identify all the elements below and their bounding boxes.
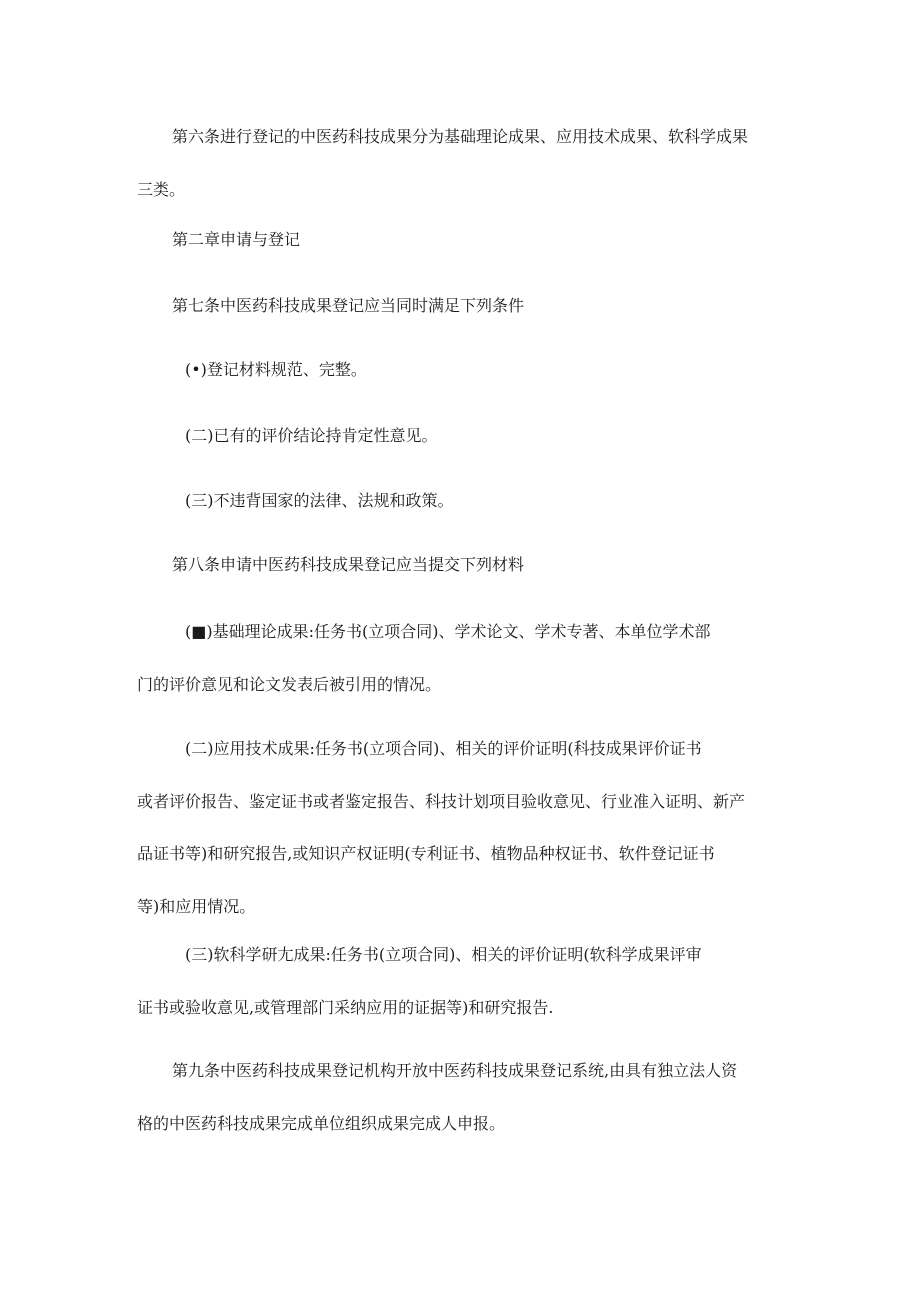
article-8-item-1-line-2: 门的评价意见和论文发表后被引用的情况。: [137, 674, 442, 694]
article-9-line-1: 第九条中医药科技成果登记机构开放中医药科技成果登记系统,由具有独立法人资: [172, 1061, 738, 1080]
chapter-2-title: 第二章申请与登记: [172, 230, 301, 249]
article-7-item-1: [137, 344, 787, 397]
chapter-2-heading: [137, 214, 787, 267]
article-7-item-1-line: (•)登记材料规范、完整。: [185, 360, 367, 379]
article-8-item-3-line-1: (三)软科学研尢成果:任务书(立项合同)、相关的评价证明(软科学成果评审: [185, 945, 702, 964]
article-9-line-2: 格的中医药科技成果完成单位组织成果完成人申报。: [137, 1113, 506, 1133]
article-7-item-2-line: (二)已有的评价结论持肯定性意见。: [185, 426, 438, 445]
article-7: [137, 280, 787, 333]
article-6-line-2: 三类。: [137, 179, 186, 199]
article-8-item-2-line-4: 等)和应用情况。: [137, 896, 256, 916]
article-6-line-1: 第六条进行登记的中医药科技成果分为基础理论成果、应用技术成果、软科学成果: [172, 127, 749, 146]
article-7-line-1: 第七条中医药科技成果登记应当同时满足下列条件: [172, 296, 525, 315]
article-7-item-3: [137, 475, 787, 528]
article-8-item-1: [137, 606, 787, 711]
article-8-item-3-line-2: 证书或验收意见,或管理部门采纳应用的证据等)和研究报告.: [137, 997, 554, 1017]
article-8-item-2-line-3: 品证书等)和研究报告,或知识产权证明(专利证书、植物品种权证书、软件登记证书: [137, 844, 715, 863]
article-6: [137, 111, 787, 216]
article-8-item-2: [137, 723, 787, 933]
article-7-item-2: [137, 410, 787, 463]
article-7-item-3-line: (三)不违背国家的法律、法规和政策。: [185, 491, 454, 510]
article-9: [137, 1045, 787, 1150]
article-8-item-1-line-1: (■)基础理论成果:任务书(立项合同)、学术论文、学术专著、本单位学术部: [185, 622, 711, 641]
article-8-item-2-line-2: 或者评价报告、鉴定证书或者鉴定报告、科技计划项目验收意见、行业准入证明、新产: [137, 791, 746, 811]
article-8-line-1: 第八条申请中医药科技成果登记应当提交下列材料: [172, 555, 525, 574]
article-8: [137, 539, 787, 592]
article-8-item-2-line-1: (二)应用技术成果:任务书(立项合同)、相关的评价证明(科技成果评价证书: [185, 739, 702, 758]
article-8-item-3: [137, 929, 787, 1034]
